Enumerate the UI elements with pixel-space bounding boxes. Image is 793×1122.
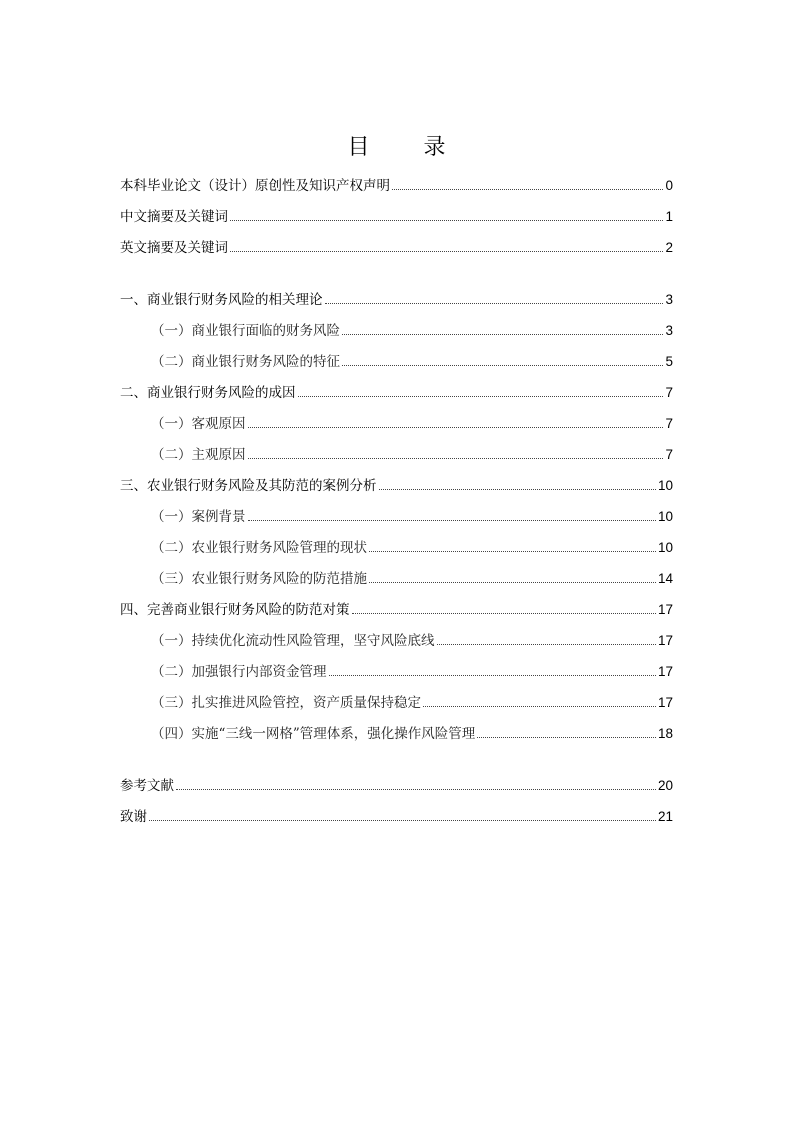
toc-page-number: 10 — [657, 540, 673, 555]
toc-dot-leader — [248, 458, 664, 459]
toc-dot-leader — [477, 737, 656, 738]
toc-entry-chapter[interactable] — [120, 597, 673, 628]
toc-entry-title: （四）实施“三线一网格”管理体系，强化操作风险管理 — [151, 726, 476, 742]
toc-entry-title: （一）客观原因 — [151, 416, 246, 432]
toc-entry-title: （一）商业银行面临的财务风险 — [151, 323, 340, 339]
toc-entry-title: （二）商业银行财务风险的特征 — [151, 354, 340, 370]
toc-entry-title: 三、农业银行财务风险及其防范的案例分析 — [120, 478, 377, 494]
toc-entry-chapter[interactable] — [120, 804, 673, 835]
toc-entry-title: （二）主观原因 — [151, 447, 246, 463]
toc-page-number: 7 — [665, 447, 673, 462]
toc-dot-leader — [369, 551, 656, 552]
toc-entry-title: 参考文献 — [120, 778, 174, 794]
toc-page-number: 7 — [665, 416, 673, 431]
toc-entry-title: 英文摘要及关键词 — [120, 240, 228, 256]
toc-dot-leader — [230, 220, 663, 221]
toc-entry-title: （三）农业银行财务风险的防范措施 — [151, 571, 367, 587]
toc-page-number: 17 — [657, 664, 673, 679]
toc-entry-section[interactable] — [120, 659, 673, 690]
toc-dot-leader — [437, 644, 656, 645]
toc-page-number: 5 — [665, 354, 673, 369]
toc-dot-leader — [423, 706, 656, 707]
table-of-contents — [120, 173, 673, 835]
page-title: 目 录 — [347, 135, 462, 160]
toc-entry-section[interactable] — [120, 349, 673, 380]
toc-entry-chapter[interactable] — [120, 235, 673, 266]
toc-entry-section[interactable] — [120, 504, 673, 535]
toc-page-number: 3 — [665, 292, 673, 307]
toc-entry-title: 四、完善商业银行财务风险的防范对策 — [120, 602, 350, 618]
toc-dot-leader — [329, 675, 656, 676]
toc-entry-section[interactable] — [120, 442, 673, 473]
toc-page-number: 2 — [665, 240, 673, 255]
toc-dot-leader — [352, 613, 656, 614]
toc-entry-chapter[interactable] — [120, 173, 673, 204]
toc-entry-section[interactable] — [120, 690, 673, 721]
toc-page-number: 17 — [657, 633, 673, 648]
toc-entry-title: 致谢 — [120, 809, 147, 825]
toc-page-number: 3 — [665, 323, 673, 338]
toc-page-number: 10 — [657, 509, 673, 524]
toc-entry-chapter[interactable] — [120, 380, 673, 411]
toc-dot-leader — [298, 396, 664, 397]
toc-entry-chapter[interactable] — [120, 473, 673, 504]
toc-dot-leader — [379, 489, 656, 490]
toc-page-number: 18 — [657, 726, 673, 741]
toc-entry-title: 本科毕业论文（设计）原创性及知识产权声明 — [120, 178, 390, 194]
toc-page-number: 14 — [657, 571, 673, 586]
toc-dot-leader — [342, 334, 663, 335]
toc-dot-leader — [369, 582, 656, 583]
toc-dot-leader — [149, 820, 656, 821]
toc-entry-title: （一）持续优化流动性风险管理，坚守风险底线 — [151, 633, 435, 649]
toc-entry-section[interactable] — [120, 411, 673, 442]
toc-page-number: 20 — [657, 778, 673, 793]
toc-entry-chapter[interactable] — [120, 204, 673, 235]
toc-entry-title: （二）加强银行内部资金管理 — [151, 664, 327, 680]
toc-dot-leader — [392, 189, 663, 190]
toc-page-number: 0 — [665, 178, 673, 193]
toc-page-number: 17 — [657, 695, 673, 710]
toc-entry-chapter[interactable] — [120, 773, 673, 804]
toc-entry-title: （二）农业银行财务风险管理的现状 — [151, 540, 367, 556]
toc-entry-section[interactable] — [120, 535, 673, 566]
toc-page-number: 17 — [657, 602, 673, 617]
toc-page-number: 1 — [665, 209, 673, 224]
toc-page-number: 10 — [657, 478, 673, 493]
toc-dot-leader — [176, 789, 656, 790]
toc-entry-section[interactable] — [120, 318, 673, 349]
toc-entry-title: 中文摘要及关键词 — [120, 209, 228, 225]
toc-entry-title: 一、商业银行财务风险的相关理论 — [120, 292, 323, 308]
toc-dot-leader — [342, 365, 663, 366]
toc-entry-title: 二、商业银行财务风险的成因 — [120, 385, 296, 401]
toc-dot-leader — [248, 520, 656, 521]
toc-entry-section[interactable] — [120, 628, 673, 659]
toc-entry-chapter[interactable] — [120, 287, 673, 318]
toc-page-number: 7 — [665, 385, 673, 400]
toc-entry-section[interactable] — [120, 566, 673, 597]
toc-entry-title: （一）案例背景 — [151, 509, 246, 525]
toc-entry-section[interactable] — [120, 721, 673, 752]
toc-dot-leader — [325, 303, 664, 304]
toc-dot-leader — [248, 427, 664, 428]
toc-page-number: 21 — [657, 809, 673, 824]
toc-dot-leader — [230, 251, 663, 252]
toc-entry-title: （三）扎实推进风险管控，资产质量保持稳定 — [151, 695, 421, 711]
